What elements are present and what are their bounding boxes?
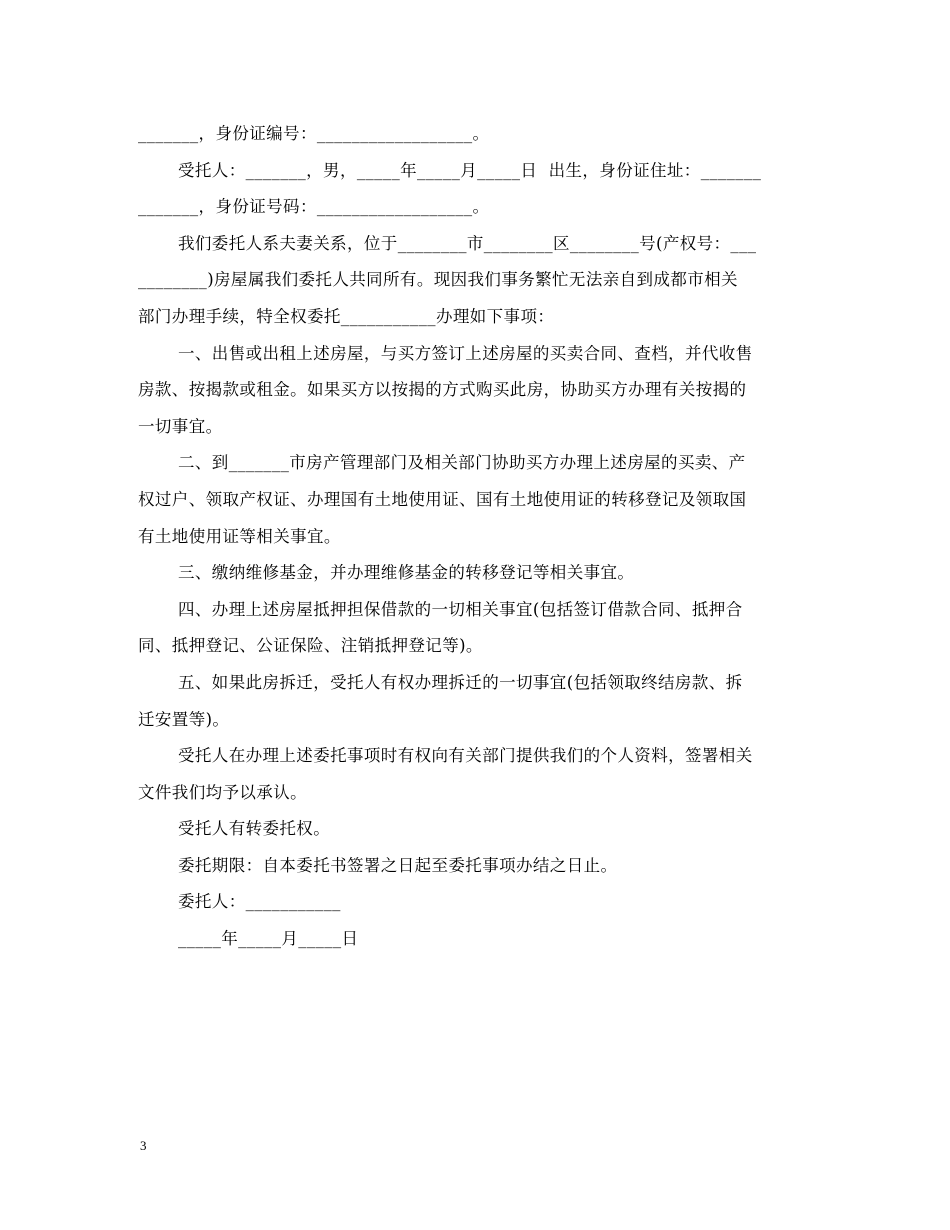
text-line: 迁安置等)。: [138, 709, 230, 729]
document-body: [138, 116, 814, 958]
text-line: ________)房屋属我们委托人共同所有。现因我们事务繁忙无法亲自到成都市相关: [138, 270, 738, 290]
text-line: 部门办理手续，特全权委托___________办理如下事项：: [138, 306, 555, 326]
text-line: 文件我们均予以承认。: [138, 782, 307, 802]
text-line: _______，身份证编号：__________________。: [138, 124, 490, 143]
text-line: _____年_____月_____日: [178, 929, 359, 949]
text-line: 我们委托人系夫妻关系，位于________市________区________号(产权号：___: [178, 233, 757, 253]
text-line: 五、如果此房拆迁，受托人有权办理拆迁的一切事宜(包括领取终结房款、拆: [178, 672, 743, 692]
text-line: 四、办理上述房屋抵押担保借款的一切相关事宜(包括签订借款合同、抵押合: [178, 599, 743, 619]
text-line: 二、到_______市房产管理部门及相关部门协助买方办理上述房屋的买卖、产: [178, 453, 746, 473]
text-line: 委托期限：自本委托书签署之日起至委托事项办结之日止。: [178, 855, 618, 875]
text-line: 三、缴纳维修基金，并办理维修基金的转移登记等相关事宜。: [178, 563, 635, 583]
text-line: 委托人：___________: [178, 892, 341, 912]
text-line: 受托人：_______，男，_____年_____月_____日 出生，身份证住址：_______: [178, 160, 762, 180]
text-line: 同、抵押登记、公证保险、注销抵押登记等)。: [138, 636, 483, 656]
text-line: 权过户、领取产权证、办理国有土地使用证、国有土地使用证的转移登记及领取国: [138, 489, 747, 509]
text-line: 受托人有转委托权。: [178, 819, 331, 839]
page-number: 3: [140, 1138, 147, 1153]
text-line: 一切事宜。: [138, 416, 223, 436]
text-line: 房款、按揭款或租金。如果买方以按揭的方式购买此房，协助买方办理有关按揭的: [138, 380, 747, 400]
text-line: 一、出售或出租上述房屋，与买方签订上述房屋的买卖合同、查档，并代收售: [178, 343, 753, 363]
text-line: 有土地使用证等相关事宜。: [138, 526, 341, 546]
text-line: _______，身份证号码：__________________。: [138, 197, 490, 217]
text-line: 受托人在办理上述委托事项时有权向有关部门提供我们的个人资料，签署相关: [178, 746, 753, 766]
